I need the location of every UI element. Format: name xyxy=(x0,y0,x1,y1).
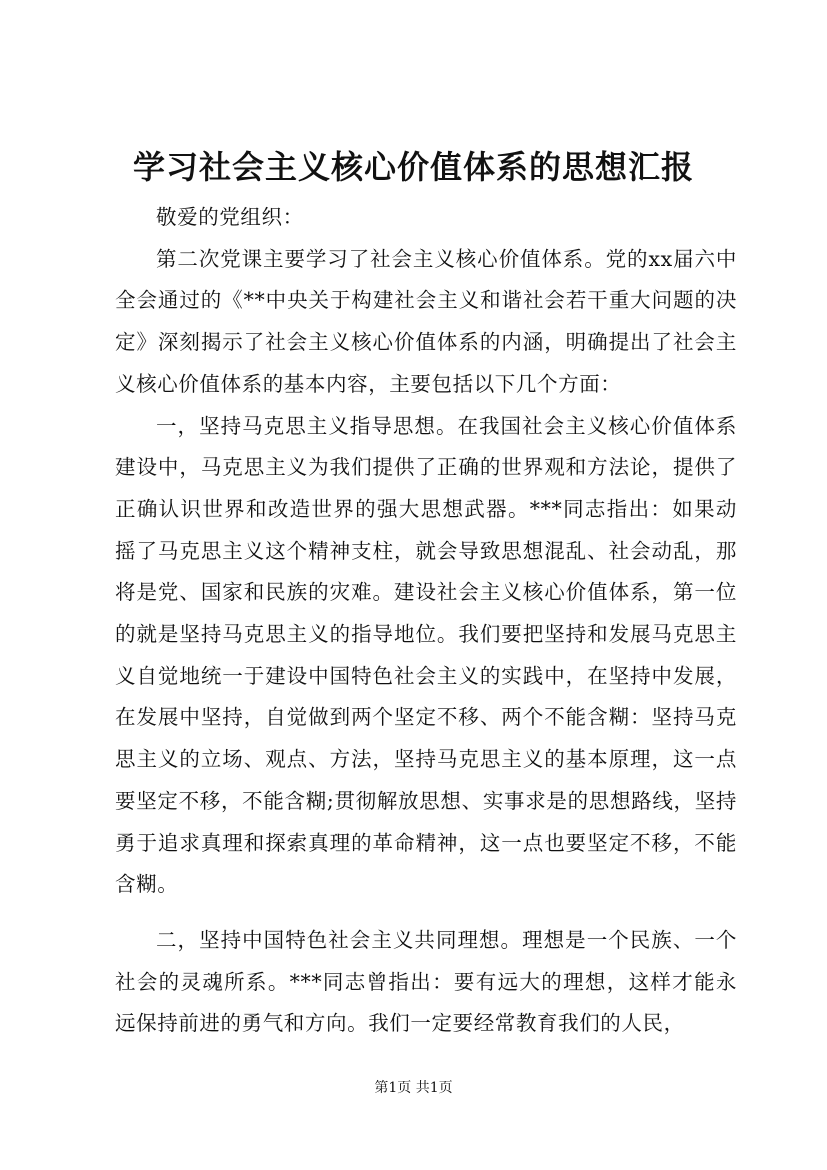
document-title: 学习社会主义核心价值体系的思想汇报 xyxy=(132,148,694,186)
page-number-label: 第1页 共1页 xyxy=(374,1080,453,1096)
paragraph-point-one: 一，坚持马克思主义指导思想。在我国社会主义核心价值体系建设中，马克思主义为我们提供了正确的世界观和方法论，提供了正确认识世界和改造世界的强大思想武器。***同志指出：如果动摇了马克思主义这个精神支柱，就会导致思想混乱、社会动乱，那将是党、国家和民族的灾难。建设社会主义核心价值体系，第一位的就是坚持马克思主义的指导地位。我们要把坚持和发展马克思主义自觉地统一于建设中国特色社会主义的实践中，在坚持中发展，在发展中坚持，自觉做到两个坚定不移、两个不能含糊：坚持马克思主义的立场、观点、方法，坚持马克思主义的基本原理，这一点要坚定不移，不能含糊;贯彻解放思想、实事求是的思想路线，坚持勇于追求真理和探索真理的革命精神，这一点也要坚定不移，不能含糊。 xyxy=(115,413,737,897)
salutation: 敬爱的党组织： xyxy=(156,205,304,229)
paragraph-point-two: 二，坚持中国特色社会主义共同理想。理想是一个民族、一个社会的灵魂所系。***同志曾指出：要有远大的理想，这样才能永远保持前进的勇气和方向。我们一定要经常教育我们的人民， xyxy=(115,927,737,1036)
paragraph-intro: 第二次党课主要学习了社会主义核心价值体系。党的xx届六中全会通过的《**中央关于构建社会主义和谐社会若干重大问题的决定》深刻揭示了社会主义核心价值体系的内涵，明确提出了社会主义核心价值体系的基本内容，主要包括以下几个方面： xyxy=(115,246,737,396)
document-body xyxy=(115,197,737,1045)
page-footer xyxy=(0,1078,827,1098)
